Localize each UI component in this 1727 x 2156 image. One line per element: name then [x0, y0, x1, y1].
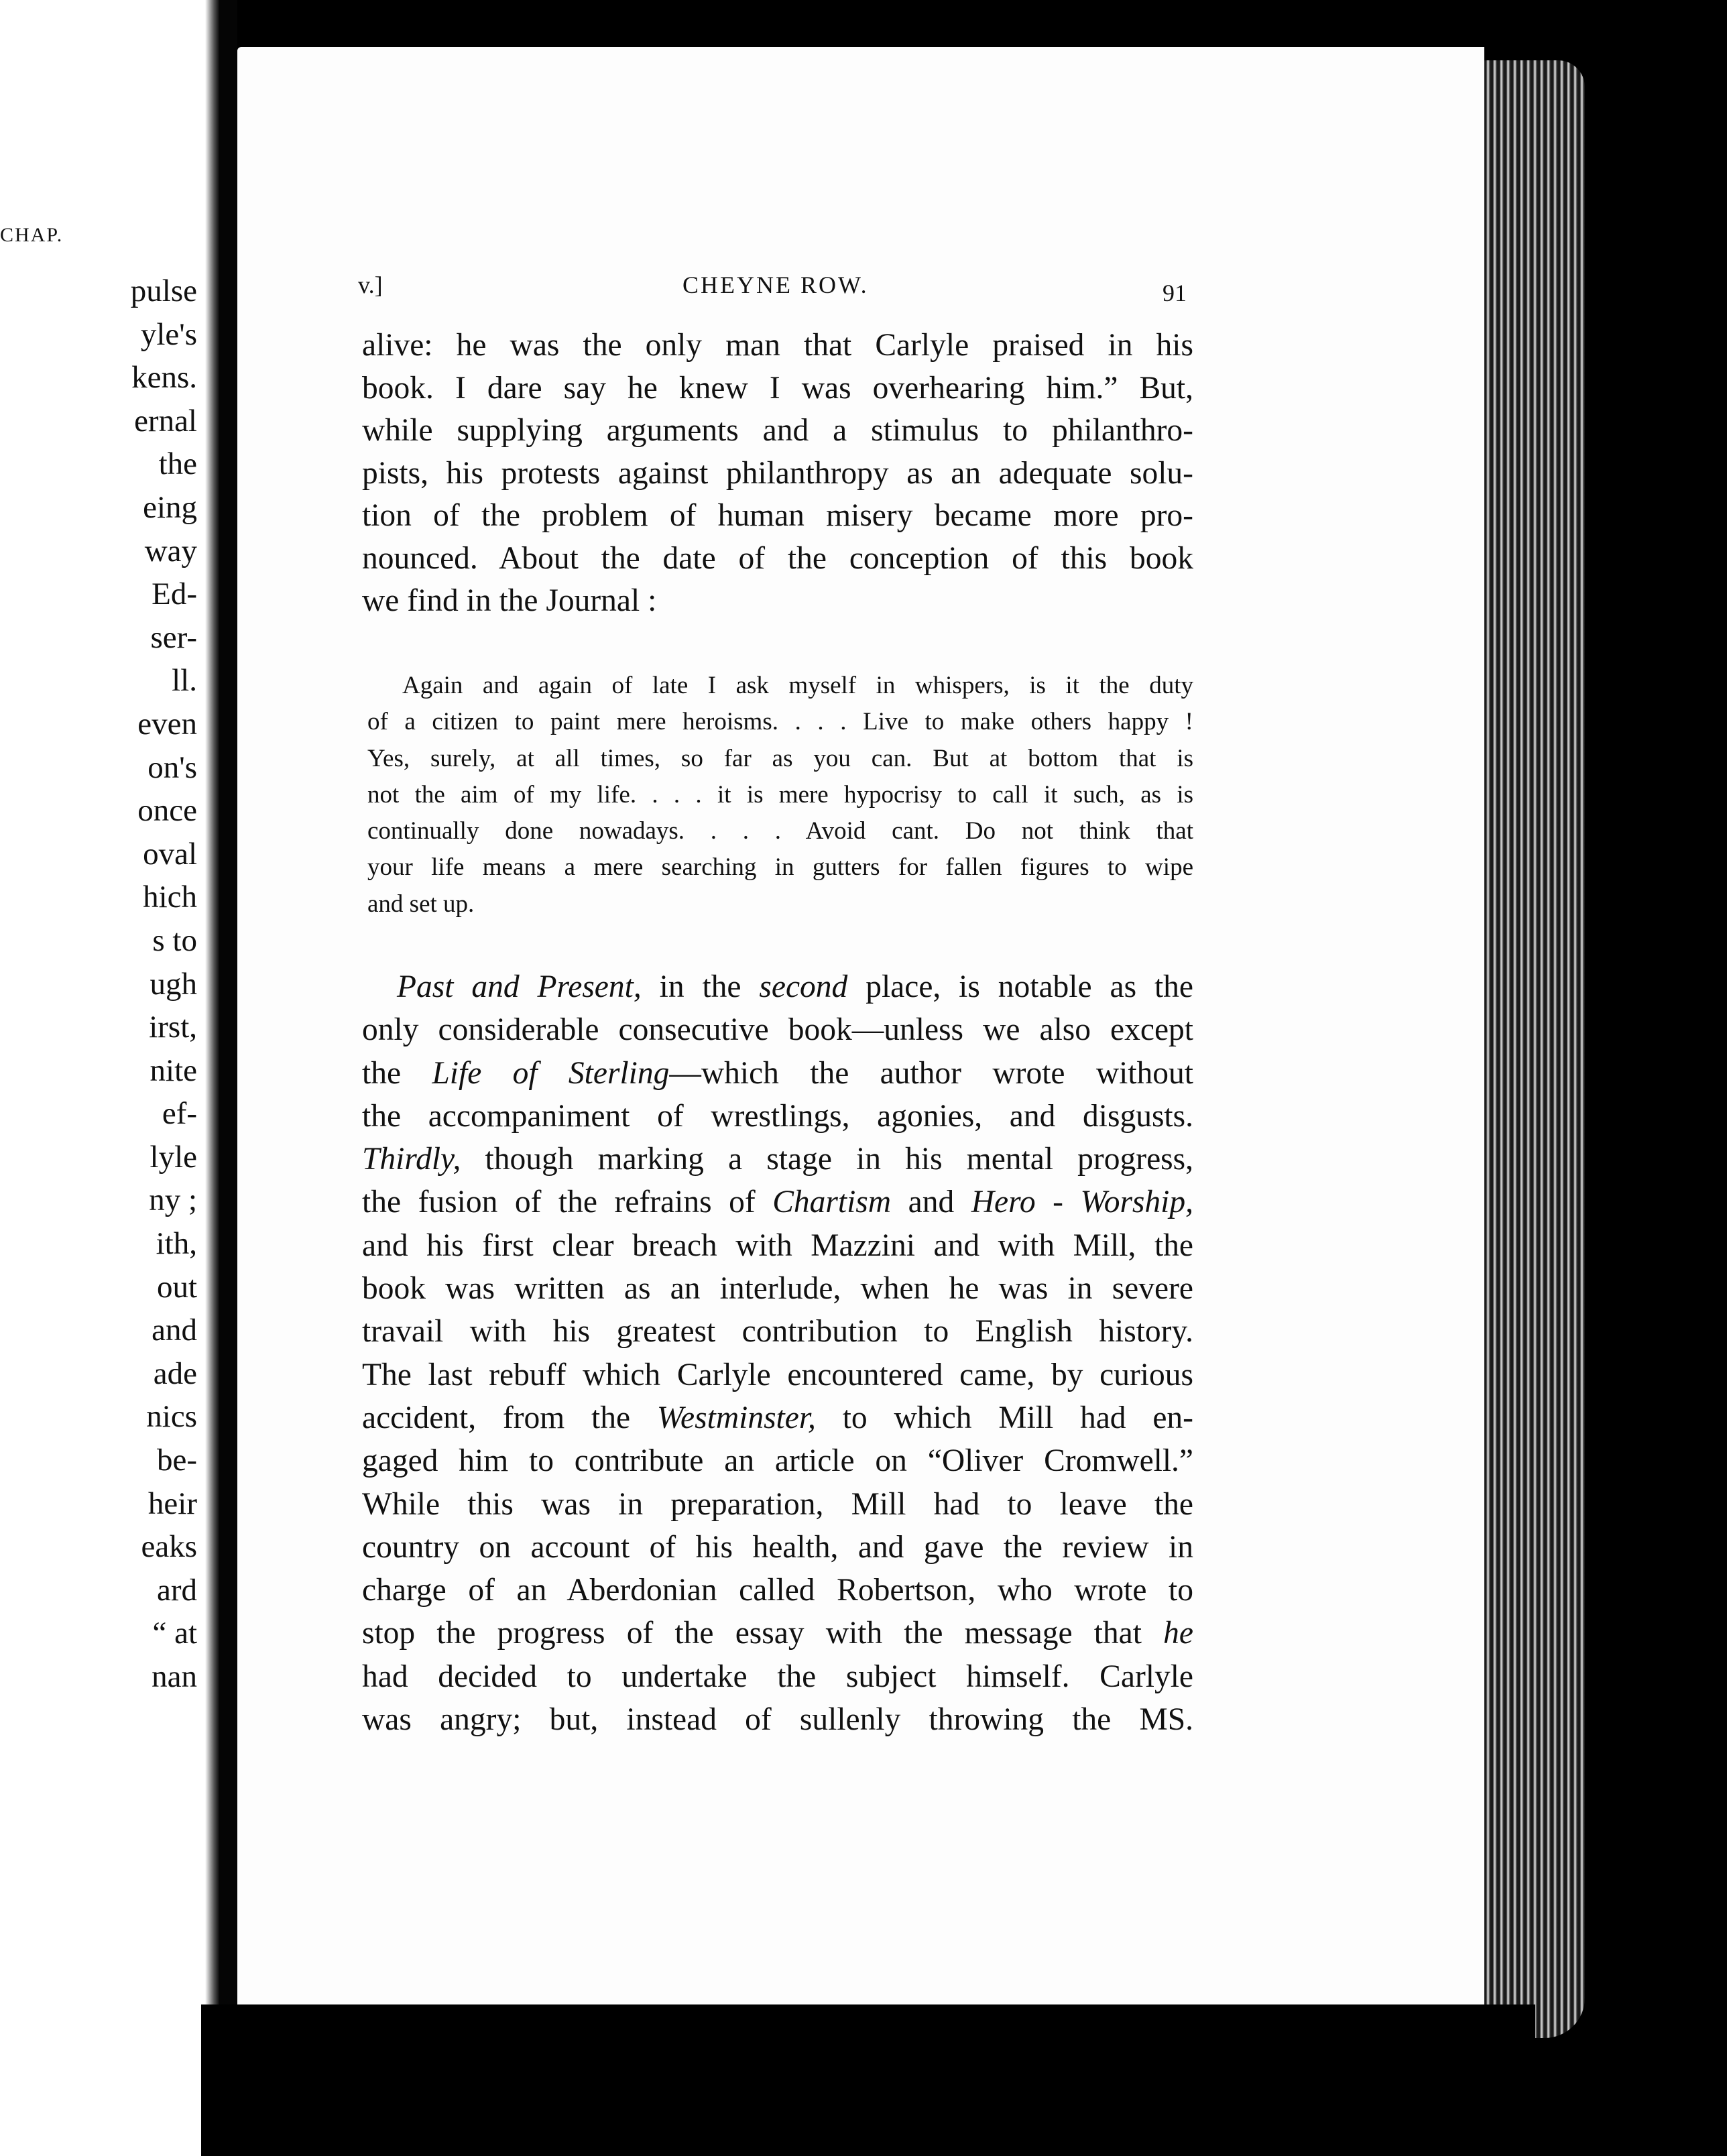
left-page-line-fragment: yle's	[140, 316, 197, 352]
left-facing-page	[0, 0, 220, 2156]
left-page-line-fragment: eing	[143, 489, 197, 525]
left-page-line-fragment: ith,	[156, 1226, 197, 1262]
paragraph-1	[362, 324, 1193, 623]
text-line: pists, his protests against philanthropy as an adequate solu-	[362, 455, 1193, 491]
gutter-shadow	[205, 0, 220, 2156]
text-line: and his first clear breach with Mazzini and with Mill, the	[362, 1227, 1193, 1263]
text-line: alive: he was the only man that Carlyle praised in his	[362, 328, 1193, 363]
left-page-line-fragment: “ at	[152, 1616, 197, 1651]
text-line	[362, 1138, 1193, 1181]
left-page-line-fragment: out	[156, 1269, 197, 1305]
left-page-line-fragment: kens.	[131, 360, 197, 396]
left-page-line-fragment: lyle	[150, 1139, 197, 1175]
left-page-line-fragment: ernal	[134, 403, 197, 438]
text-line: we find in the Journal :	[362, 583, 657, 618]
italic-title: Chartism	[772, 1185, 892, 1220]
left-page-line-fragment: ll.	[172, 663, 197, 699]
page-number: 91	[1163, 280, 1187, 306]
left-page-line-fragment: ugh	[150, 966, 197, 1002]
left-page-line-fragment: way	[144, 533, 197, 568]
text-run: place, is notable as the	[847, 969, 1193, 1004]
quote-line: your life means a mere searching in gutters for fallen figures to wipe	[367, 853, 1193, 882]
left-page-line-fragment: ser-	[150, 619, 197, 655]
text-line: charge of an Aberdonian called Robertson, who wrote to	[362, 1573, 1193, 1608]
italic-title: Hero - Worship,	[971, 1185, 1193, 1220]
text-run: the	[362, 1055, 432, 1091]
left-page-line-fragments	[131, 270, 197, 1699]
text-run: stop the progress of the essay with the message that	[362, 1616, 1164, 1651]
left-page-line-fragment: ny ;	[149, 1183, 197, 1218]
page-fore-edge	[1484, 60, 1585, 2038]
text-run: the fusion of the refrains of	[362, 1185, 773, 1220]
text-line: the accompaniment of wrestlings, agonies, and disgusts.	[362, 1098, 1193, 1134]
left-page-line-fragment: ard	[156, 1572, 197, 1608]
chapter-marker: v.]	[358, 272, 383, 298]
paragraph-2	[362, 965, 1193, 1741]
text-line: while supplying arguments and a stimulus to philanthro-	[362, 413, 1193, 448]
left-page-line-fragment: ade	[153, 1356, 197, 1391]
left-page-line-fragment: nics	[146, 1399, 197, 1435]
page-header	[237, 271, 1484, 304]
left-page-line-fragment: eaks	[141, 1529, 197, 1565]
text-run: to which Mill had en-	[815, 1400, 1193, 1435]
left-page-line-fragment: nan	[152, 1659, 197, 1694]
text-run: in the	[641, 969, 760, 1004]
left-page-line-fragment: s to	[152, 922, 197, 958]
italic-title: Westminster,	[656, 1400, 816, 1435]
quote-line: Yes, surely, at all times, so far as you can. But at bottom that is	[367, 744, 1193, 772]
text-line: had decided to undertake the subject himself. Carlyle	[362, 1659, 1193, 1694]
left-page-line-fragment: even	[137, 706, 197, 741]
text-line: tion of the problem of human misery became more pro-	[362, 498, 1193, 533]
left-page-line-fragment: ef-	[162, 1096, 197, 1132]
left-page-line-fragment: on's	[147, 750, 197, 785]
quote-line: continually done nowadays. . . . Avoid cant. Do not think that	[367, 817, 1193, 845]
text-line: gaged him to contribute an article on “Oliver Cromwell.”	[362, 1443, 1193, 1479]
italic-emphasis: second	[759, 969, 848, 1004]
text-line: nounced. About the date of the conception of this book	[362, 540, 1193, 576]
left-page-line-fragment: irst,	[149, 1010, 197, 1045]
text-line: only considerable consecutive book—unless we also except	[362, 1012, 1193, 1048]
text-run: accident, from the	[362, 1400, 657, 1435]
text-line: country on account of his health, and gave the review in	[362, 1529, 1193, 1565]
left-page-header: CHAP.	[0, 224, 64, 246]
italic-title: Life of Sterling	[432, 1055, 670, 1091]
text-line	[362, 1052, 1193, 1095]
left-page-line-fragment: nite	[150, 1053, 197, 1088]
text-line: was angry; but, instead of sullenly throwing the MS.	[362, 1702, 1193, 1738]
text-line	[362, 1396, 1193, 1439]
text-line: book was written as an interlude, when he was in severe	[362, 1271, 1193, 1307]
italic-emphasis: Thirdly,	[362, 1142, 461, 1177]
italic-emphasis: he	[1163, 1616, 1193, 1651]
left-page-line-fragment: heir	[147, 1486, 197, 1521]
right-page	[237, 47, 1484, 2004]
left-page-line-fragment: once	[137, 793, 197, 829]
running-head: CHEYNE ROW.	[682, 272, 869, 298]
left-page-line-fragment: pulse	[130, 274, 197, 308]
text-line: While this was in preparation, Mill had to leave the	[362, 1486, 1193, 1522]
left-page-line-fragment: and	[152, 1313, 197, 1348]
book-gutter	[220, 0, 237, 2156]
left-page-line-fragment: Ed-	[152, 577, 197, 612]
quote-line: not the aim of my life. . . . it is mere hypocrisy to call it such, as is	[367, 780, 1193, 808]
text-run: and	[891, 1185, 971, 1220]
left-page-line-fragment: hich	[143, 880, 197, 915]
page-bottom-shadow	[201, 2004, 1535, 2156]
italic-title: Past and Present,	[397, 969, 642, 1004]
text-line: book. I dare say he knew I was overhearing him.” But,	[362, 370, 1193, 406]
left-page-line-fragment: oval	[143, 836, 197, 872]
quote-line: of a citizen to paint mere heroisms. . . . Live to make others happy !	[367, 708, 1193, 736]
journal-quotation	[367, 668, 1193, 922]
quote-line: Again and again of late I ask myself in whispers, is it the duty	[402, 672, 1193, 699]
text-line: The last rebuff which Carlyle encountered came, by curious	[362, 1357, 1193, 1392]
text-run: —which the author wrote without	[669, 1055, 1194, 1091]
text-run: though marking a stage in his mental progress,	[461, 1142, 1193, 1177]
text-line: travail with his greatest contribution to English history.	[362, 1314, 1193, 1350]
left-page-line-fragment: the	[158, 446, 197, 482]
text-line	[362, 965, 1193, 1008]
quote-line: and set up.	[367, 890, 475, 918]
text-line	[362, 1181, 1193, 1223]
left-page-line-fragment: be-	[156, 1443, 197, 1478]
text-line	[362, 1612, 1193, 1655]
